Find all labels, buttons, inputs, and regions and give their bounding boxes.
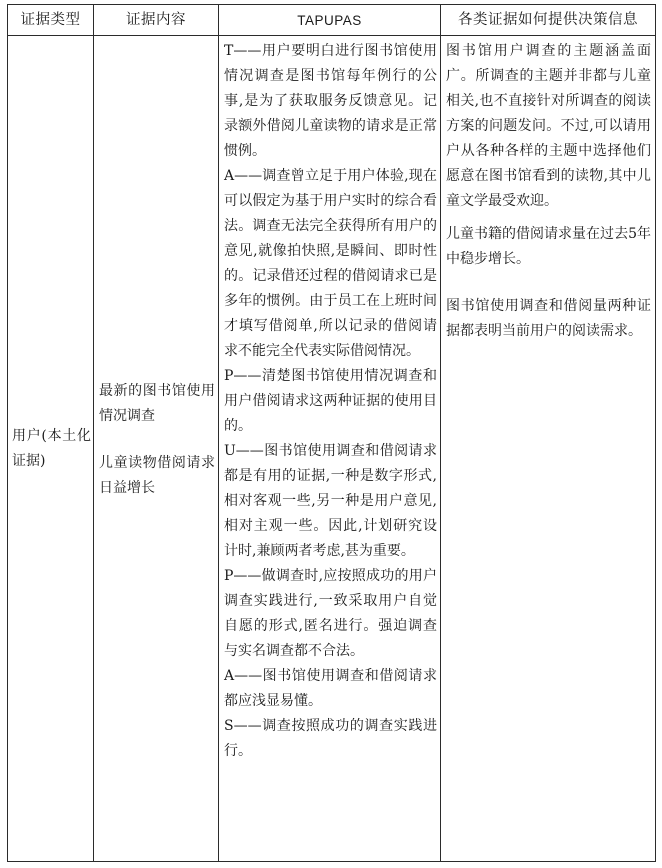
evidence-content-item: 儿童读物借阅请求日益增长 (99, 454, 215, 496)
decision-info-paragraph: 图书馆使用调查和借阅量两种证据都表明当前用户的阅读需求。 (446, 298, 651, 339)
header-evidence-content: 证据内容 (94, 5, 219, 36)
tapupas-utility: U——图书馆使用调查和借阅请求都是有用的证据,一种是数字形式,相对客观一些,另一种是用户意见,相对主观一些。因此,计划研究设计时,兼顾两者考虑,甚为重要。 (224, 443, 437, 559)
table-header-row (8, 5, 656, 36)
tapupas-transparency: T——用户要明白进行图书馆使用情况调查是图书馆每年例行的公事,是为了获取服务反馈意见。记录额外借阅儿童读物的请求是正常惯例。 (224, 43, 437, 159)
spacer (99, 429, 215, 451)
tapupas-specificity: S——调查按照成功的调查实践进行。 (224, 718, 437, 759)
decision-info-cell (441, 36, 656, 862)
evidence-type-text: 用户(本土化证据) (12, 427, 91, 469)
tapupas-propriety: P——做调查时,应按照成功的用户调查实践进行,一致采取用户自觉自愿的形式,匿名进行。强迫调查与实名调查都不合法。 (224, 568, 437, 659)
header-tapupas: TAPUPAS (219, 5, 441, 36)
tapupas-cell (219, 36, 441, 862)
spacer (446, 272, 651, 294)
header-evidence-type: 证据类型 (8, 5, 94, 36)
spacer (99, 501, 215, 519)
tapupas-purposivity: P——清楚图书馆使用情况调查和用户借阅请求这两种证据的使用目的。 (224, 368, 437, 434)
evidence-table (7, 4, 656, 862)
evidence-type-cell (8, 36, 94, 862)
decision-info-paragraph: 儿童书籍的借阅请求量在过去5年中稳步增长。 (446, 226, 651, 267)
spacer (446, 214, 651, 222)
tapupas-accuracy: A——调查曾立足于用户体验,现在可以假定为基于用户实时的综合看法。调查无法完全获得所有用户的意见,就像拍快照,是瞬间、即时性的。记录借还过程的借阅请求已是多年的惯例。由于员工在上班时间才填写借阅单,所以记录的借阅请求不能完全代表实际借阅情况。 (224, 168, 437, 359)
evidence-content-item: 最新的图书馆使用情况调查 (99, 382, 215, 424)
table-row (8, 36, 656, 862)
header-decision-info: 各类证据如何提供决策信息 (441, 5, 656, 36)
tapupas-accessibility: A——图书馆使用调查和借阅请求都应浅显易懂。 (224, 668, 437, 709)
decision-info-paragraph: 图书馆用户调查的主题涵盖面广。所调查的主题并非都与儿童相关,也不直接针对所调查的阅读方案的问题发问。不过,可以请用户从各种各样的主题中选择他们愿意在图书馆看到的读物,其中儿童文学最受欢迎。 (446, 43, 651, 209)
evidence-content-cell (94, 36, 219, 862)
